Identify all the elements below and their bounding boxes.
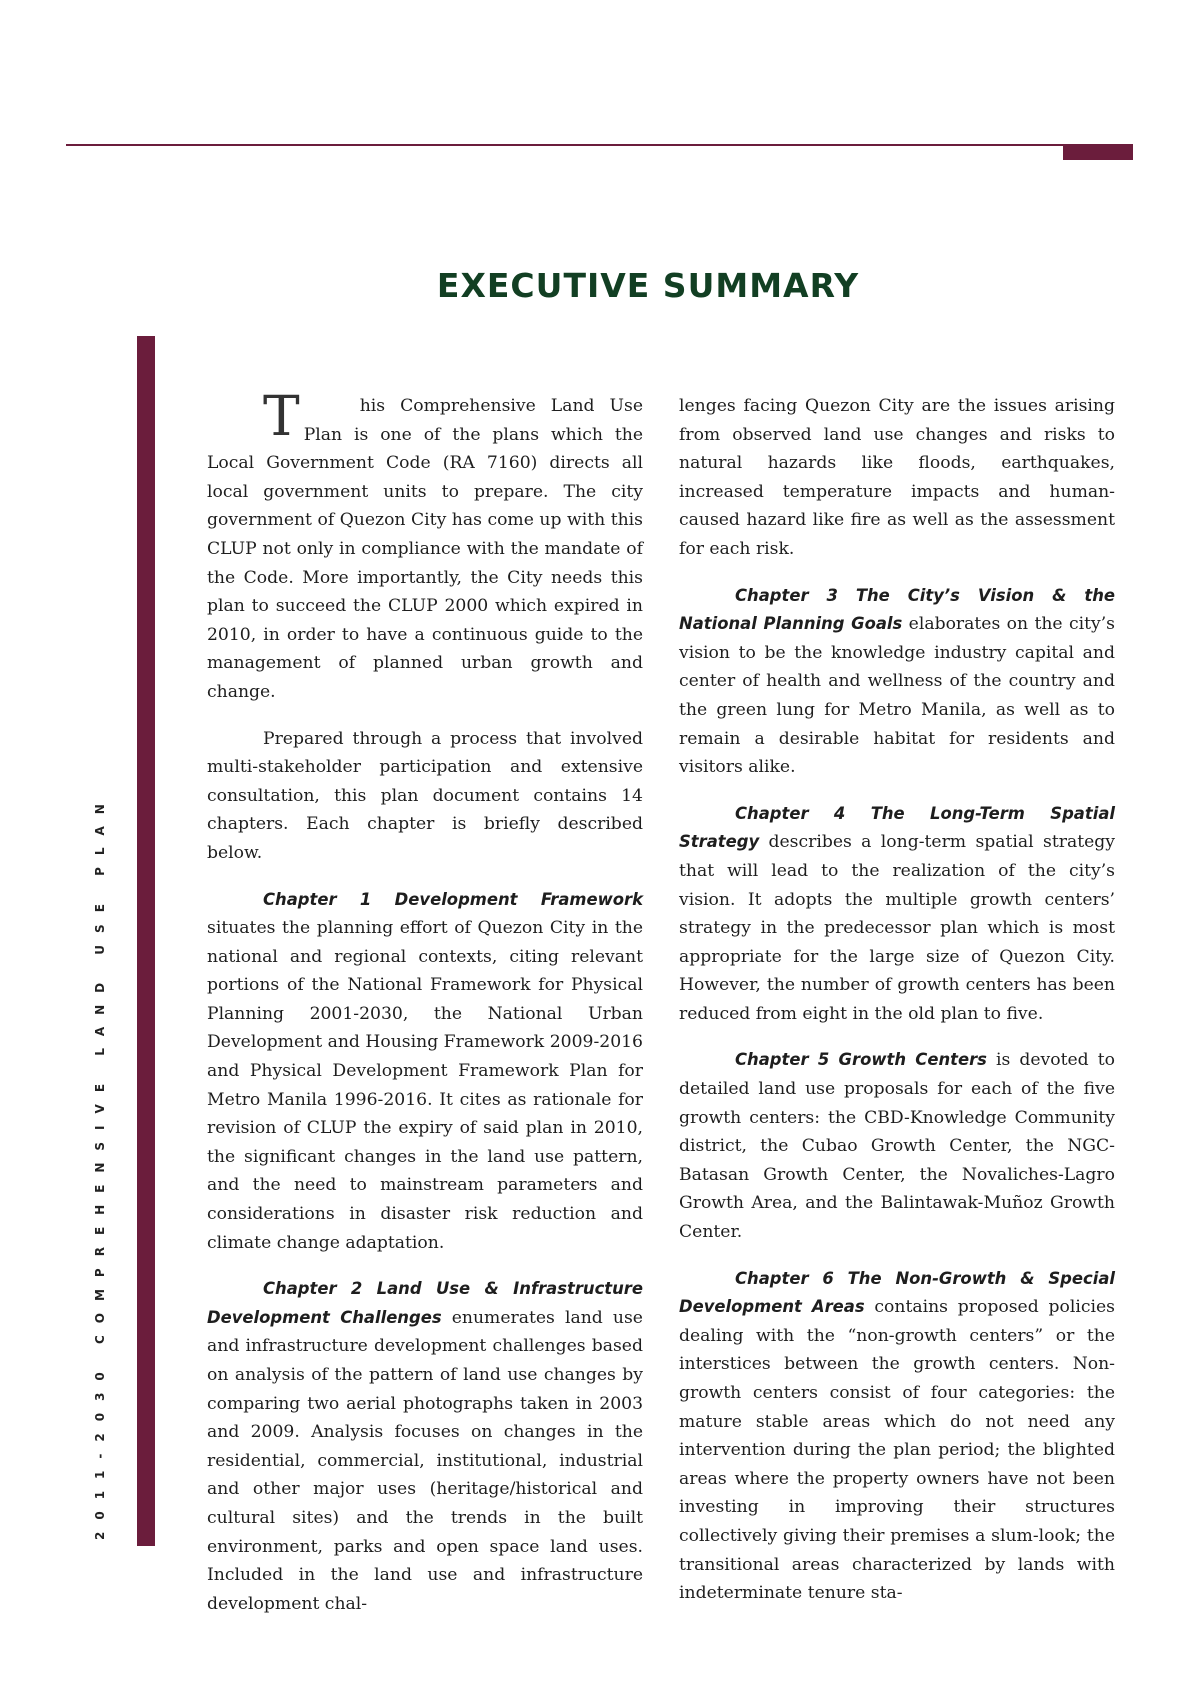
header-accent-block bbox=[1063, 144, 1133, 160]
intro-paragraph bbox=[207, 384, 643, 707]
chapter-6-text: contains proposed policies dealing with the “non-growth centers” or the interstices between the growth centers. Non-growth centers consist of four categories: the mature stable areas which do not need any intervention during the plan period; the blighted areas where the property owners have not been investing in improving their structures collectively giving their premises a slum-look; the transitional areas characterized by lands with indeterminate tenure sta- bbox=[679, 1297, 1115, 1604]
chapter-5-paragraph bbox=[679, 1046, 1115, 1246]
process-paragraph: Prepared through a process that involved multi-stakeholder participation and extensive consultation, this plan document contains 14 chapters. Each chapter is briefly described below. bbox=[207, 728, 643, 863]
chapter-3-text: elaborates on the city’s vision to be the knowledge industry capital and center of health and wellness of the country and the green lung for Metro Manila, as well as to remain a desirable habitat for residents and visitors alike. bbox=[679, 614, 1115, 778]
chapter-4-title: Chapter 4 The Long-Term Spatial Strategy bbox=[679, 803, 1115, 852]
sidebar-document-title: 2011-2030 COMPREHENSIVE LAND USE PLAN bbox=[93, 792, 107, 1540]
chapter-6-title: Chapter 6 The Non-Growth & Special Development Areas bbox=[679, 1268, 1115, 1317]
side-accent-bar bbox=[137, 336, 155, 1546]
drop-cap: T bbox=[263, 384, 300, 448]
page-title: EXECUTIVE SUMMARY bbox=[436, 266, 860, 305]
chapter-1-paragraph bbox=[207, 886, 643, 1258]
chapter-6-paragraph bbox=[679, 1265, 1115, 1608]
chapter-5-title: Chapter 5 Growth Centers bbox=[735, 1050, 987, 1070]
chapter-4-text: describes a long-term spatial strategy that will lead to the realization of the city’s vision. It adopts the multiple growth centers’ strategy in the predecessor plan which is most appropriate for the large size of Quezon City. However, the number of growth centers has been reduced from eight in the old plan to five. bbox=[679, 832, 1115, 1024]
right-column bbox=[679, 392, 1115, 1626]
chapter-4-paragraph bbox=[679, 800, 1115, 1029]
chapter-2-paragraph bbox=[207, 1275, 643, 1618]
chapter-1-text: situates the planning effort of Quezon City in the national and regional contexts, citing relevant portions of the National Framework for Physical Planning 2001-2030, the National Urban Development and Housing Framework 2009-2016 and Physical Development Framework Plan for Metro Manila 1996-2016. It cites as rationale for revision of CLUP the expiry of said plan in 2010, the significant changes in the land use pattern, and the need to mainstream parameters and considerations in disaster risk reduction and climate change adaptation. bbox=[207, 918, 643, 1253]
chapter-3-paragraph bbox=[679, 582, 1115, 782]
chapter-2-text: enumerates land use and infrastructure development challenges based on analysis of the pattern of land use changes by comparing two aerial photographs taken in 2003 and 2009. Analysis focuses on changes in the residential, commercial, institutional, industrial and other major uses (heritage/historical and cultural sites) and the trends in the built environment, parks and open space land uses. Included in the land use and infrastructure development chal- bbox=[207, 1307, 643, 1614]
header-rule bbox=[66, 144, 1066, 146]
chapter-1-title: Chapter 1 Development Framework bbox=[263, 889, 643, 909]
left-column bbox=[207, 384, 643, 1636]
chapter-5-text: is devoted to detailed land use proposals for each of the five growth centers: the CBD-Knowledge Community district, the Cubao Growth Center, the NGC-Batasan Growth Center, the Novaliches-Lagro Growth Area, and the Balintawak-Muñoz Growth Center. bbox=[679, 1050, 1115, 1243]
continued-paragraph: lenges facing Quezon City are the issues arising from observed land use changes and risks to natural hazards like floods, earthquakes, increased temperature impacts and human-caused hazard like fire as well as the assessment for each risk. bbox=[679, 396, 1115, 559]
chapter-2-title: Chapter 2 Land Use & Infrastructure Development Challenges bbox=[207, 1279, 643, 1327]
chapter-3-title: Chapter 3 The City’s Vision & the National Planning Goals bbox=[679, 585, 1115, 634]
intro-text: his Comprehensive Land Use Plan is one of the plans which the Local Government Code (RA 7160) directs all local government units to prepare. The city government of Quezon City has come up with this CLUP not only in compliance with the mandate of the Code. More importantly, the City needs this plan to succeed the CLUP 2000 which expired in 2010, in order to have a continuous guide to the management of planned urban growth and change. bbox=[207, 396, 643, 702]
